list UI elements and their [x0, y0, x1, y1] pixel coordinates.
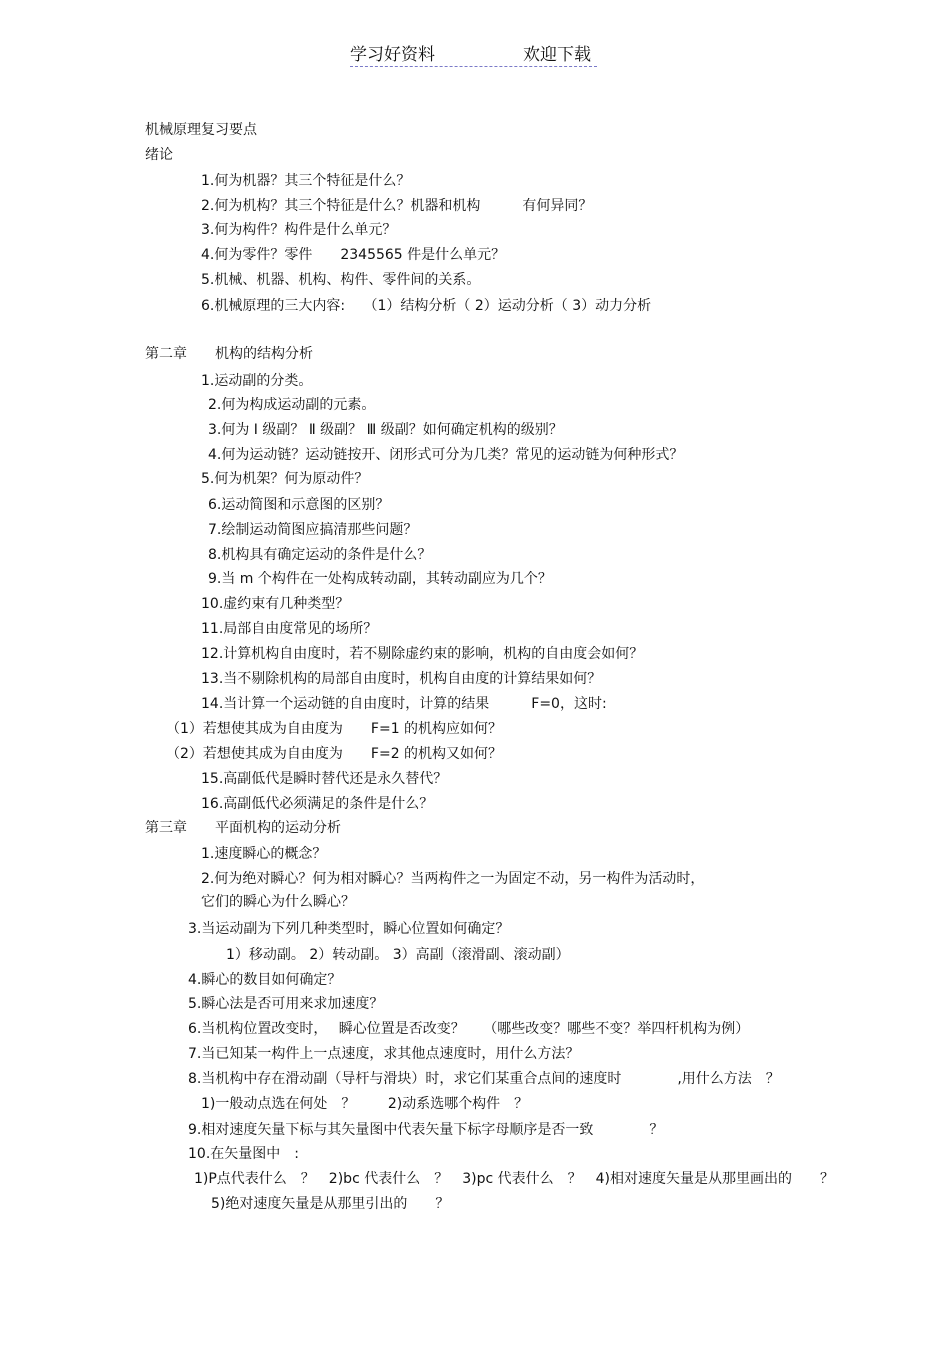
chapter2-heading: 第二章 机构的结构分析	[145, 346, 313, 362]
intro-item: 2.何为机构？其三个特征是什么？机器和机构 有何异同？	[201, 198, 593, 214]
header-left-text: 学习好资料	[350, 45, 435, 65]
chapter2-item: 2.何为构成运动副的元素。	[208, 397, 376, 413]
chapter2-item: 10.虚约束有几种类型？	[201, 596, 350, 612]
chapter2-item: 5.何为机架？何为原动件？	[201, 471, 369, 487]
chapter3-heading: 第三章 平面机构的运动分析	[145, 820, 341, 836]
chapter3-item: 7.当已知某一构件上一点速度，求其他点速度时，用什么方法？	[188, 1046, 580, 1062]
chapter2-item: 13.当不剔除机构的局部自由度时，机构自由度的计算结果如何？	[201, 671, 602, 687]
chapter3-subitem: 1)P点代表什么 ？ 2)bc 代表什么 ？ 3)pc 代表什么 ？ 4)相对速度矢量是从那里画出的 ？	[194, 1171, 834, 1187]
chapter2-item: 1.运动副的分类。	[201, 373, 313, 389]
chapter3-item: 10.在矢量图中 :	[188, 1146, 299, 1162]
chapter3-item: 6.当机构位置改变时， 瞬心位置是否改变？ （哪些改变？哪些不变？举四杆机构为例）	[188, 1021, 750, 1037]
chapter3-item: 4.瞬心的数目如何确定？	[188, 972, 342, 988]
chapter2-item: 9.当 m 个构件在一处构成转动副，其转动副应为几个？	[208, 571, 552, 587]
intro-item: 3.何为构件？构件是什么单元？	[201, 222, 397, 238]
intro-item: 5.机械、机器、机构、构件、零件间的关系。	[201, 272, 481, 288]
chapter3-item: 2.何为绝对瞬心？何为相对瞬心？当两构件之一为固定不动，另一构件为活动时，	[201, 871, 705, 887]
intro-item: 6.机械原理的三大内容: （1）结构分析（ 2）运动分析（ 3）动力分析	[201, 298, 652, 314]
chapter3-item: 3.当运动副为下列几种类型时，瞬心位置如何确定？	[188, 921, 510, 937]
chapter3-item: 8.当机构中存在滑动副（导杆与滑块）时，求它们某重合点间的速度时 ,用什么方法 ？	[188, 1071, 780, 1087]
chapter3-subitem: 1）移动副。 2）转动副。 3）高副（滚滑副、滚动副）	[226, 947, 570, 963]
chapter2-item: 3.何为 Ⅰ 级副？ Ⅱ 级副？ Ⅲ 级副？如何确定机构的级别？	[208, 422, 563, 438]
chapter2-subitem: （1）若想使其成为自由度为 F=1 的机构应如何？	[166, 721, 503, 737]
page-header	[350, 40, 597, 67]
intro-item: 1.何为机器？其三个特征是什么？	[201, 173, 411, 189]
intro-item: 4.何为零件？零件 2345565 件是什么单元？	[201, 247, 506, 263]
chapter2-item: 12.计算机构自由度时，若不剔除虚约束的影响，机构的自由度会如何？	[201, 646, 644, 662]
chapter2-item: 14.当计算一个运动链的自由度时，计算的结果 F=0，这时:	[201, 696, 607, 712]
header-right-text: 欢迎下载	[523, 45, 591, 65]
chapter2-item: 11.局部自由度常见的场所？	[201, 621, 378, 637]
document-title: 机械原理复习要点	[145, 122, 257, 138]
chapter2-item: 4.何为运动链？运动链按开、闭形式可分为几类？常见的运动链为何种形式？	[208, 447, 684, 463]
chapter2-subitem: （2）若想使其成为自由度为 F=2 的机构又如何？	[166, 746, 503, 762]
chapter2-item: 8.机构具有确定运动的条件是什么？	[208, 547, 432, 563]
chapter3-item: 5.瞬心法是否可用来求加速度？	[188, 996, 384, 1012]
chapter2-item: 6.运动简图和示意图的区别？	[208, 497, 390, 513]
chapter3-subitem: 5)绝对速度矢量是从那里引出的 ？	[211, 1196, 450, 1212]
intro-heading: 绪论	[145, 147, 173, 163]
chapter3-item-continued: 它们的瞬心为什么瞬心？	[201, 894, 355, 910]
chapter3-item: 1.速度瞬心的概念？	[201, 846, 327, 862]
chapter2-item: 16.高副低代必须满足的条件是什么？	[201, 796, 434, 812]
chapter3-item: 9.相对速度矢量下标与其矢量图中代表矢量下标字母顺序是否一致 ？	[188, 1122, 664, 1138]
chapter2-item: 15.高副低代是瞬时替代还是永久替代？	[201, 771, 448, 787]
chapter3-subitem: 1)一般动点选在何处 ？ 2)动系选哪个构件 ？	[201, 1096, 529, 1112]
chapter2-item: 7.绘制运动简图应搞清那些问题？	[208, 522, 418, 538]
